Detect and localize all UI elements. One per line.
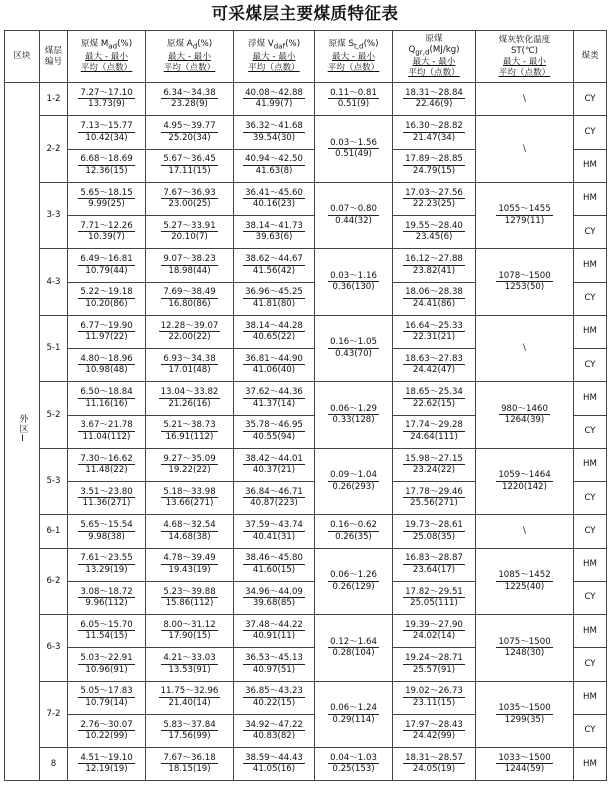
- vdaf-cell: 38.46～45.80 41.60(15): [234, 548, 315, 581]
- mad-cell: 6.50～18.84 11.16(16): [68, 382, 146, 415]
- qgr-cell: 16.83～28.87 23.64(17): [393, 548, 476, 581]
- type-cell: HM: [574, 249, 607, 282]
- mad-cell: 5.65～15.54 9.98(38): [68, 515, 146, 548]
- vdaf-cell: 38.42～44.01 40.37(21): [234, 448, 315, 481]
- st-cell: \: [476, 315, 574, 382]
- qgr-cell: 19.24～28.71 25.57(91): [393, 648, 476, 681]
- ad-cell: 9.27～35.09 19.22(22): [146, 448, 234, 481]
- qgr-cell: 18.06～28.38 24.41(86): [393, 282, 476, 315]
- mad-cell: 7.71～12.26 10.39(7): [68, 216, 146, 249]
- mad-cell: 3.51～23.80 11.36(271): [68, 482, 146, 515]
- seam-cell: 5-1: [40, 315, 68, 382]
- qgr-cell: 19.55～28.40 23.45(6): [393, 216, 476, 249]
- table-row: [5, 116, 607, 133]
- vdaf-cell: 36.81～44.90 41.06(40): [234, 349, 315, 382]
- ad-cell: 5.23～39.88 15.86(112): [146, 581, 234, 614]
- header-seam: 煤层 编号: [40, 31, 68, 83]
- std-cell: 0.11～0.81 0.51(9): [315, 83, 393, 116]
- header-type: 煤类: [574, 31, 607, 83]
- seam-cell: 7-2: [40, 681, 68, 748]
- type-cell: CY: [574, 349, 607, 382]
- qgr-cell: 17.89～28.85 24.79(15): [393, 149, 476, 182]
- vdaf-cell: 37.59～43.74 40.41(31): [234, 515, 315, 548]
- table-row: [5, 515, 607, 532]
- mad-cell: 6.49～16.81 10.79(44): [68, 249, 146, 282]
- seam-cell: 5-2: [40, 382, 68, 449]
- type-cell: HM: [574, 681, 607, 714]
- ad-cell: 5.67～36.45 17.11(15): [146, 149, 234, 182]
- qgr-cell: 19.73～28.61 25.08(35): [393, 515, 476, 548]
- seam-cell: 6-3: [40, 615, 68, 682]
- seam-cell: 2-2: [40, 116, 68, 183]
- qgr-cell: 17.97～28.43 24.42(99): [393, 714, 476, 747]
- header-mad: 原煤 $M_{ad}(\%)$ 最大 - 最小 平均（点数）: [68, 31, 146, 83]
- table-title: 可采煤层主要煤质特征表: [211, 4, 399, 23]
- mad-cell: 3.67～21.78 11.04(112): [68, 415, 146, 448]
- seam-cell: 4-3: [40, 249, 68, 316]
- qgr-cell: 18.63～27.83 24.42(47): [393, 349, 476, 382]
- mad-cell: 5.05～17.83 10.79(14): [68, 681, 146, 714]
- table-row: [5, 615, 607, 632]
- qgr-cell: 19.39～27.90 24.02(14): [393, 615, 476, 648]
- mad-cell: 7.61～23.55 13.29(19): [68, 548, 146, 581]
- st-cell: \: [476, 83, 574, 116]
- vdaf-cell: 34.96～44.09 39.68(85): [234, 581, 315, 614]
- type-cell: CY: [574, 482, 607, 515]
- std-cell: 0.07～0.80 0.44(32): [315, 182, 393, 249]
- mad-cell: 6.77～19.90 11.97(22): [68, 315, 146, 348]
- table-row: [5, 315, 607, 332]
- st-cell: 1078～1500 1253(50): [476, 249, 574, 316]
- zone-cell: 外区Ⅰ: [5, 83, 40, 781]
- std-cell: 0.06～1.24 0.29(114): [315, 681, 393, 748]
- seam-cell: 6-2: [40, 548, 68, 615]
- mad-cell: 3.08～18.72 9.96(112): [68, 581, 146, 614]
- ad-cell: 5.27～33.91 20.10(7): [146, 216, 234, 249]
- ad-cell: 7.67～36.18 18.15(19): [146, 748, 234, 781]
- type-cell: CY: [574, 116, 607, 149]
- ad-cell: 4.95～39.77 25.20(34): [146, 116, 234, 149]
- qgr-cell: 16.12～27.88 23.82(41): [393, 249, 476, 282]
- header-ad: 原煤 $A_d(\%)$ 最大 - 最小 平均（点数）: [146, 31, 234, 83]
- coal-quality-table: [4, 30, 607, 781]
- type-cell: HM: [574, 615, 607, 648]
- type-cell: CY: [574, 515, 607, 548]
- std-cell: 0.06～1.26 0.26(129): [315, 548, 393, 615]
- ad-cell: 6.93～34.38 17.01(48): [146, 349, 234, 382]
- ad-cell: 4.78～39.49 19.43(19): [146, 548, 234, 581]
- mad-cell: 7.27～17.10 13.73(9): [68, 83, 146, 116]
- ad-cell: 8.00～31.12 17.90(15): [146, 615, 234, 648]
- mad-cell: 5.22～19.18 10.20(86): [68, 282, 146, 315]
- type-cell: HM: [574, 182, 607, 215]
- type-cell: HM: [574, 548, 607, 581]
- vdaf-cell: 40.08～42.88 41.99(7): [234, 83, 315, 116]
- mad-cell: 4.51～19.10 12.19(19): [68, 748, 146, 781]
- vdaf-cell: 37.62～44.36 41.37(14): [234, 382, 315, 415]
- header-std: 原煤 $S_{t,d}(\%)$ 最大 - 最小 平均（点数）: [315, 31, 393, 83]
- st-cell: \: [476, 116, 574, 183]
- ad-cell: 5.18～33.98 13.66(271): [146, 482, 234, 515]
- ad-cell: 5.83～37.84 17.56(99): [146, 714, 234, 747]
- type-cell: HM: [574, 382, 607, 415]
- vdaf-cell: 36.32～41.68 39.54(30): [234, 116, 315, 149]
- st-cell: 1035～1500 1299(35): [476, 681, 574, 748]
- qgr-cell: 18.31～28.84 22.46(9): [393, 83, 476, 116]
- st-cell: \: [476, 515, 574, 548]
- type-cell: CY: [574, 415, 607, 448]
- qgr-cell: 17.74～29.28 24.64(111): [393, 415, 476, 448]
- seam-cell: 5-3: [40, 448, 68, 515]
- qgr-cell: 17.78～29.46 25.56(271): [393, 482, 476, 515]
- type-cell: CY: [574, 83, 607, 116]
- vdaf-cell: 36.84～46.71 40.87(223): [234, 482, 315, 515]
- qgr-cell: 18.65～25.34 22.62(15): [393, 382, 476, 415]
- header-zone: 区块: [5, 31, 40, 83]
- seam-cell: 1-2: [40, 83, 68, 116]
- table-row: [5, 83, 607, 100]
- mad-cell: 2.76～30.07 10.22(99): [68, 714, 146, 747]
- qgr-cell: 16.30～28.82 21.47(34): [393, 116, 476, 149]
- st-cell: 1059～1464 1220(142): [476, 448, 574, 515]
- ad-cell: 13.04～33.82 21.26(16): [146, 382, 234, 415]
- table-row: [5, 382, 607, 399]
- ad-cell: 7.67～36.93 23.00(25): [146, 182, 234, 215]
- ad-cell: 5.21～38.73 16.91(112): [146, 415, 234, 448]
- qgr-cell: 16.64～25.33 22.31(21): [393, 315, 476, 348]
- std-cell: 0.04～1.03 0.25(153): [315, 748, 393, 781]
- mad-cell: 5.65～18.15 9.99(25): [68, 182, 146, 215]
- ad-cell: 12.28～39.07 22.00(22): [146, 315, 234, 348]
- type-cell: HM: [574, 149, 607, 182]
- st-cell: 980～1460 1264(39): [476, 382, 574, 449]
- type-cell: CY: [574, 714, 607, 747]
- table-row: [5, 681, 607, 698]
- std-cell: 0.16～1.05 0.43(70): [315, 315, 393, 382]
- vdaf-cell: 38.14～41.73 39.63(6): [234, 216, 315, 249]
- ad-cell: 7.69～38.49 16.80(86): [146, 282, 234, 315]
- mad-cell: 5.03～22.91 10.96(91): [68, 648, 146, 681]
- type-cell: HM: [574, 315, 607, 348]
- seam-cell: 6-1: [40, 515, 68, 548]
- st-cell: 1075～1500 1248(30): [476, 615, 574, 682]
- std-cell: 0.12～1.64 0.28(104): [315, 615, 393, 682]
- vdaf-cell: 37.48～44.22 40.91(11): [234, 615, 315, 648]
- type-cell: CY: [574, 648, 607, 681]
- std-cell: 0.03～1.56 0.51(49): [315, 116, 393, 183]
- st-cell: 1055～1455 1279(11): [476, 182, 574, 249]
- mad-cell: 7.13～15.77 10.42(34): [68, 116, 146, 149]
- table-row: [5, 249, 607, 266]
- vdaf-cell: 40.94～42.50 41.63(8): [234, 149, 315, 182]
- qgr-cell: 17.03～27.56 22.23(25): [393, 182, 476, 215]
- std-cell: 0.16～0.62 0.26(35): [315, 515, 393, 548]
- header-st: 煤灰软化温度 ST(℃) 最大 - 最小 平均（点数）: [476, 31, 574, 83]
- table-row: [5, 182, 607, 199]
- seam-cell: 8: [40, 748, 68, 781]
- table-row: [5, 548, 607, 565]
- vdaf-cell: 38.62～44.67 41.56(42): [234, 249, 315, 282]
- ad-cell: 11.75～32.96 21.40(14): [146, 681, 234, 714]
- vdaf-cell: 38.14～44.28 40.65(22): [234, 315, 315, 348]
- vdaf-cell: 35.78～46.95 40.55(94): [234, 415, 315, 448]
- vdaf-cell: 36.53～45.13 40.97(51): [234, 648, 315, 681]
- std-cell: 0.09～1.04 0.26(293): [315, 448, 393, 515]
- ad-cell: 4.21～33.03 13.53(91): [146, 648, 234, 681]
- qgr-cell: 18.31～28.57 24.05(19): [393, 748, 476, 781]
- header-qgr: 原煤 $Q_{gr,d}(MJ/kg)$ 最大 - 最小 平均（点数）: [393, 31, 476, 83]
- mad-cell: 6.05～15.70 11.54(15): [68, 615, 146, 648]
- vdaf-cell: 38.59～44.43 41.05(16): [234, 748, 315, 781]
- std-cell: 0.06～1.29 0.33(128): [315, 382, 393, 449]
- st-cell: 1033～1500 1244(59): [476, 748, 574, 781]
- header-vdaf: 浮煤 $V_{daf}(\%)$ 最大 - 最小 平均（点数）: [234, 31, 315, 83]
- qgr-cell: 15.98～27.15 23.24(22): [393, 448, 476, 481]
- table-row: [5, 748, 607, 765]
- type-cell: CY: [574, 216, 607, 249]
- std-cell: 0.03～1.16 0.36(130): [315, 249, 393, 316]
- mad-cell: 7.30～16.62 11.48(22): [68, 448, 146, 481]
- mad-cell: 6.68～18.69 12.36(15): [68, 149, 146, 182]
- type-cell: HM: [574, 448, 607, 481]
- vdaf-cell: 36.96～45.25 41.81(80): [234, 282, 315, 315]
- table-row: [5, 448, 607, 465]
- qgr-cell: 17.82～29.51 25.05(111): [393, 581, 476, 614]
- type-cell: CY: [574, 581, 607, 614]
- vdaf-cell: 36.85～43.23 40.22(15): [234, 681, 315, 714]
- st-cell: 1085～1452 1225(40): [476, 548, 574, 615]
- type-cell: HM: [574, 748, 607, 781]
- type-cell: CY: [574, 282, 607, 315]
- qgr-cell: 19.02～26.73 23.11(15): [393, 681, 476, 714]
- vdaf-cell: 36.41～45.60 40.16(23): [234, 182, 315, 215]
- ad-cell: 9.07～38.23 18.98(44): [146, 249, 234, 282]
- seam-cell: 3-3: [40, 182, 68, 249]
- mad-cell: 4.80～18.96 10.98(48): [68, 349, 146, 382]
- ad-cell: 4.68～32.54 14.68(38): [146, 515, 234, 548]
- ad-cell: 6.34～34.38 23.28(9): [146, 83, 234, 116]
- vdaf-cell: 34.92～47.22 40.83(82): [234, 714, 315, 747]
